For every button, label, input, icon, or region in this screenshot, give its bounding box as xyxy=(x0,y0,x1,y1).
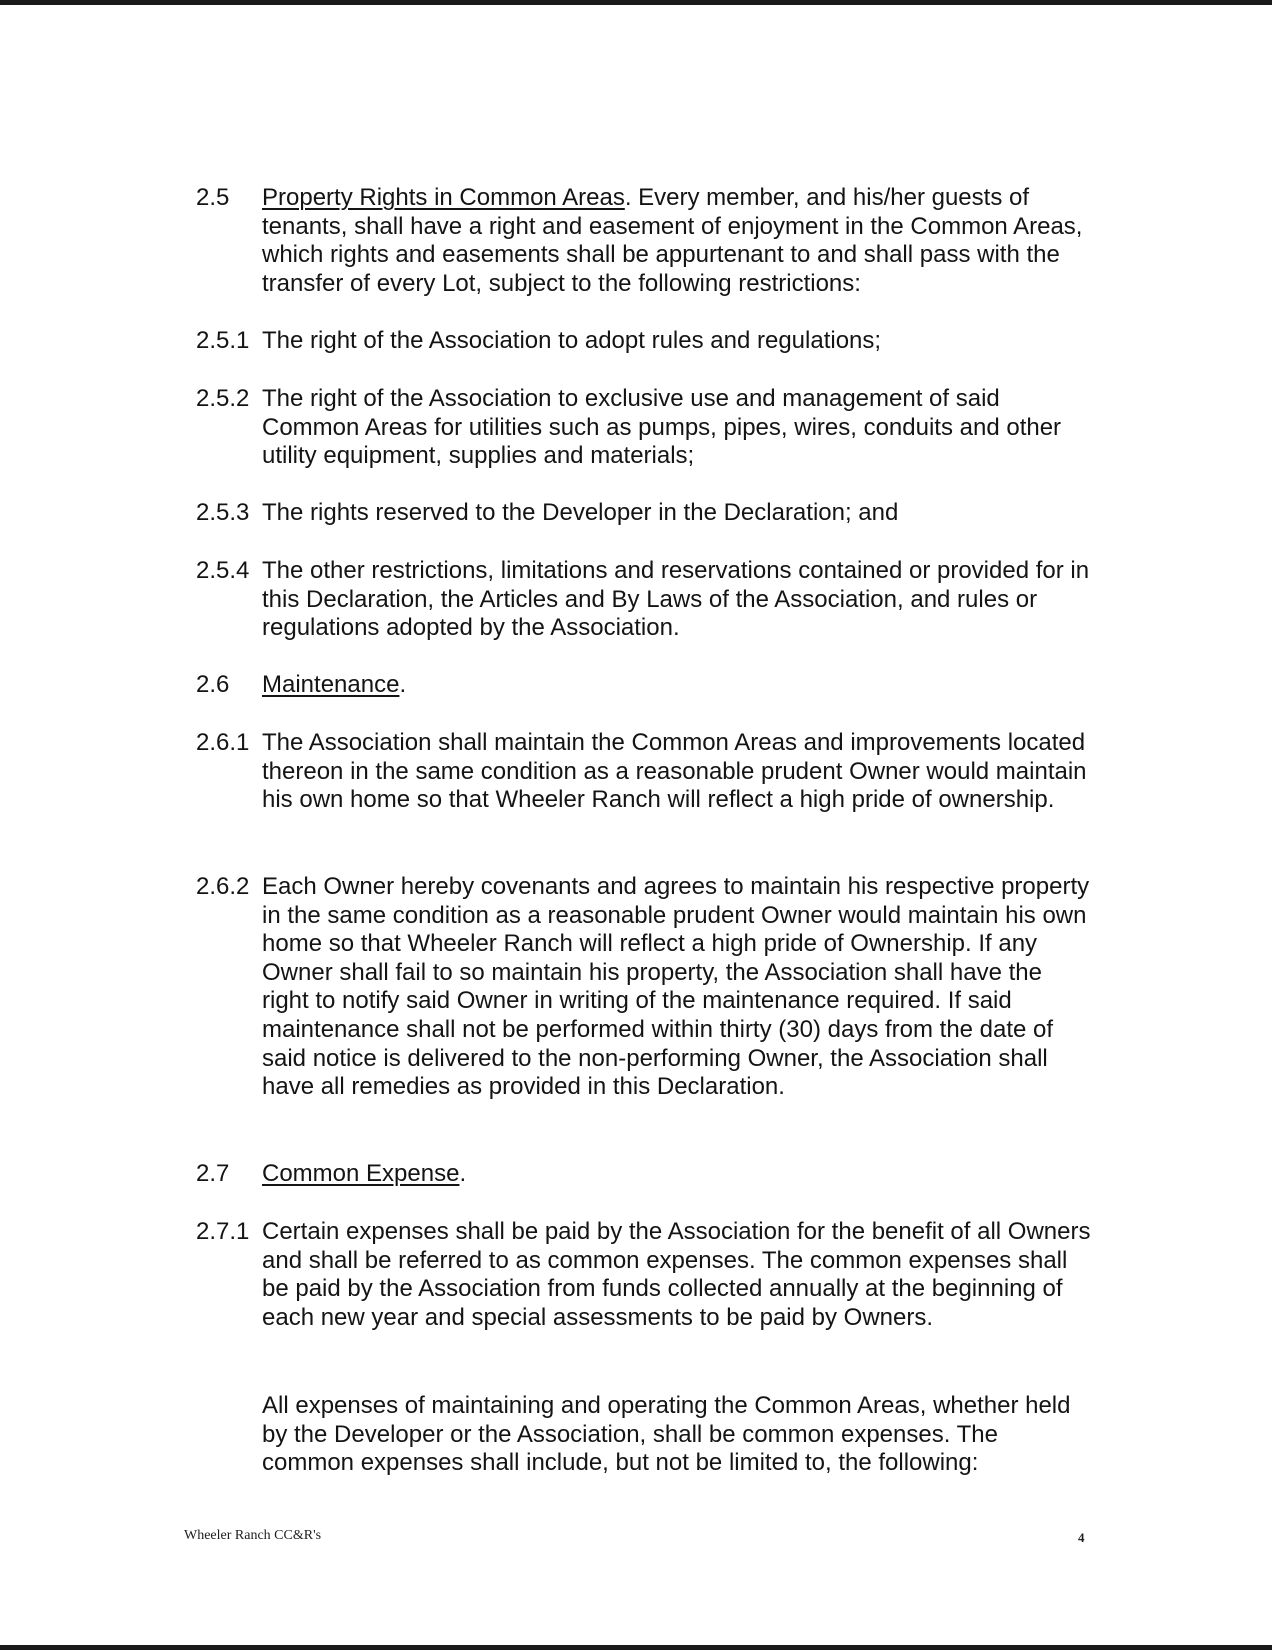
section-text: The right of the Association to adopt rules and regulations; xyxy=(262,327,882,354)
continuation-paragraph: All expenses of maintaining and operating the Common Areas, whether held by the Developer or the Association, shall be common expenses. The common expenses shall include, but not be limited to, the following: xyxy=(262,1392,1071,1477)
section-number: 2.6.2 xyxy=(196,873,250,900)
section-2-7 xyxy=(196,1160,1096,1189)
section-title: Maintenance xyxy=(262,671,400,698)
section-2-5-3 xyxy=(196,499,1096,528)
section-number: 2.7.1 xyxy=(196,1218,250,1245)
section-title: Property Rights in Common Areas xyxy=(262,184,625,211)
section-text: Each Owner hereby covenants and agrees to maintain his respective property in the same condition as a reasonable prudent Owner would maintain his own home so that Wheeler Ranch will reflect a high pride of Ownership. If any Owner shall fail to so maintain his property, the Association shall have the right to notify said Owner in writing of the maintenance required. If said maintenance shall not be performed within thirty (30) days from the date of said notice is delivered to the non-performing Owner, the Association shall have all remedies as provided in this Declaration. xyxy=(262,873,1090,1101)
section-2-6-2 xyxy=(196,873,1096,1102)
section-number: 2.5.3 xyxy=(196,499,250,526)
section-title-period: . xyxy=(459,1160,467,1187)
section-text: The rights reserved to the Developer in the Declaration; and xyxy=(262,499,899,526)
section-2-6 xyxy=(196,671,1096,700)
section-text: The other restrictions, limitations and reservations contained or provided for in this Declaration, the Articles and By Laws of the Association, and rules or regulations adopted by the Association. xyxy=(262,557,1090,642)
section-number: 2.7 xyxy=(196,1160,230,1187)
scan-border-bottom xyxy=(0,1645,1272,1650)
section-body xyxy=(262,671,1092,700)
section-2-5-2 xyxy=(196,385,1096,471)
section-title-period: . xyxy=(624,184,632,211)
section-text: Every member, and his/her guests of tenants, shall have a right and easement of enjoyment in the Common Areas, which rights and easements shall be appurtenant to and shall pass with the transfer of every Lot, subject to the following restrictions: xyxy=(262,184,1083,297)
section-2-5-1 xyxy=(196,327,1096,356)
section-2-6-1 xyxy=(196,729,1096,815)
section-number: 2.5.4 xyxy=(196,557,250,584)
footer-page-number: 4 xyxy=(1078,1530,1085,1545)
section-number: 2.5.2 xyxy=(196,385,250,412)
section-number: 2.5 xyxy=(196,184,230,211)
footer-document-title: Wheeler Ranch CC&R's xyxy=(184,1528,322,1543)
section-number: 2.6 xyxy=(196,671,230,698)
section-2-7-1 xyxy=(196,1218,1096,1332)
section-2-5-4 xyxy=(196,557,1096,643)
section-body xyxy=(262,184,1092,298)
section-number: 2.6.1 xyxy=(196,729,250,756)
section-title: Common Expense xyxy=(262,1160,460,1187)
section-2-5 xyxy=(196,184,1096,298)
section-title-period: . xyxy=(399,671,407,698)
section-text: Certain expenses shall be paid by the Association for the benefit of all Owners and shall be referred to as common expenses. The common expenses shall be paid by the Association from funds collected annually at the beginning of each new year and special assessments to be paid by Owners. xyxy=(262,1218,1091,1331)
section-text: The Association shall maintain the Common Areas and improvements located thereon in the same condition as a reasonable prudent Owner would maintain his own home so that Wheeler Ranch will reflect a high pride of ownership. xyxy=(262,729,1087,814)
section-body xyxy=(262,1160,1092,1189)
section-number: 2.5.1 xyxy=(196,327,250,354)
section-text: The right of the Association to exclusive use and management of said Common Areas for utilities such as pumps, pipes, wires, conduits and other utility equipment, supplies and materials; xyxy=(262,385,1062,470)
